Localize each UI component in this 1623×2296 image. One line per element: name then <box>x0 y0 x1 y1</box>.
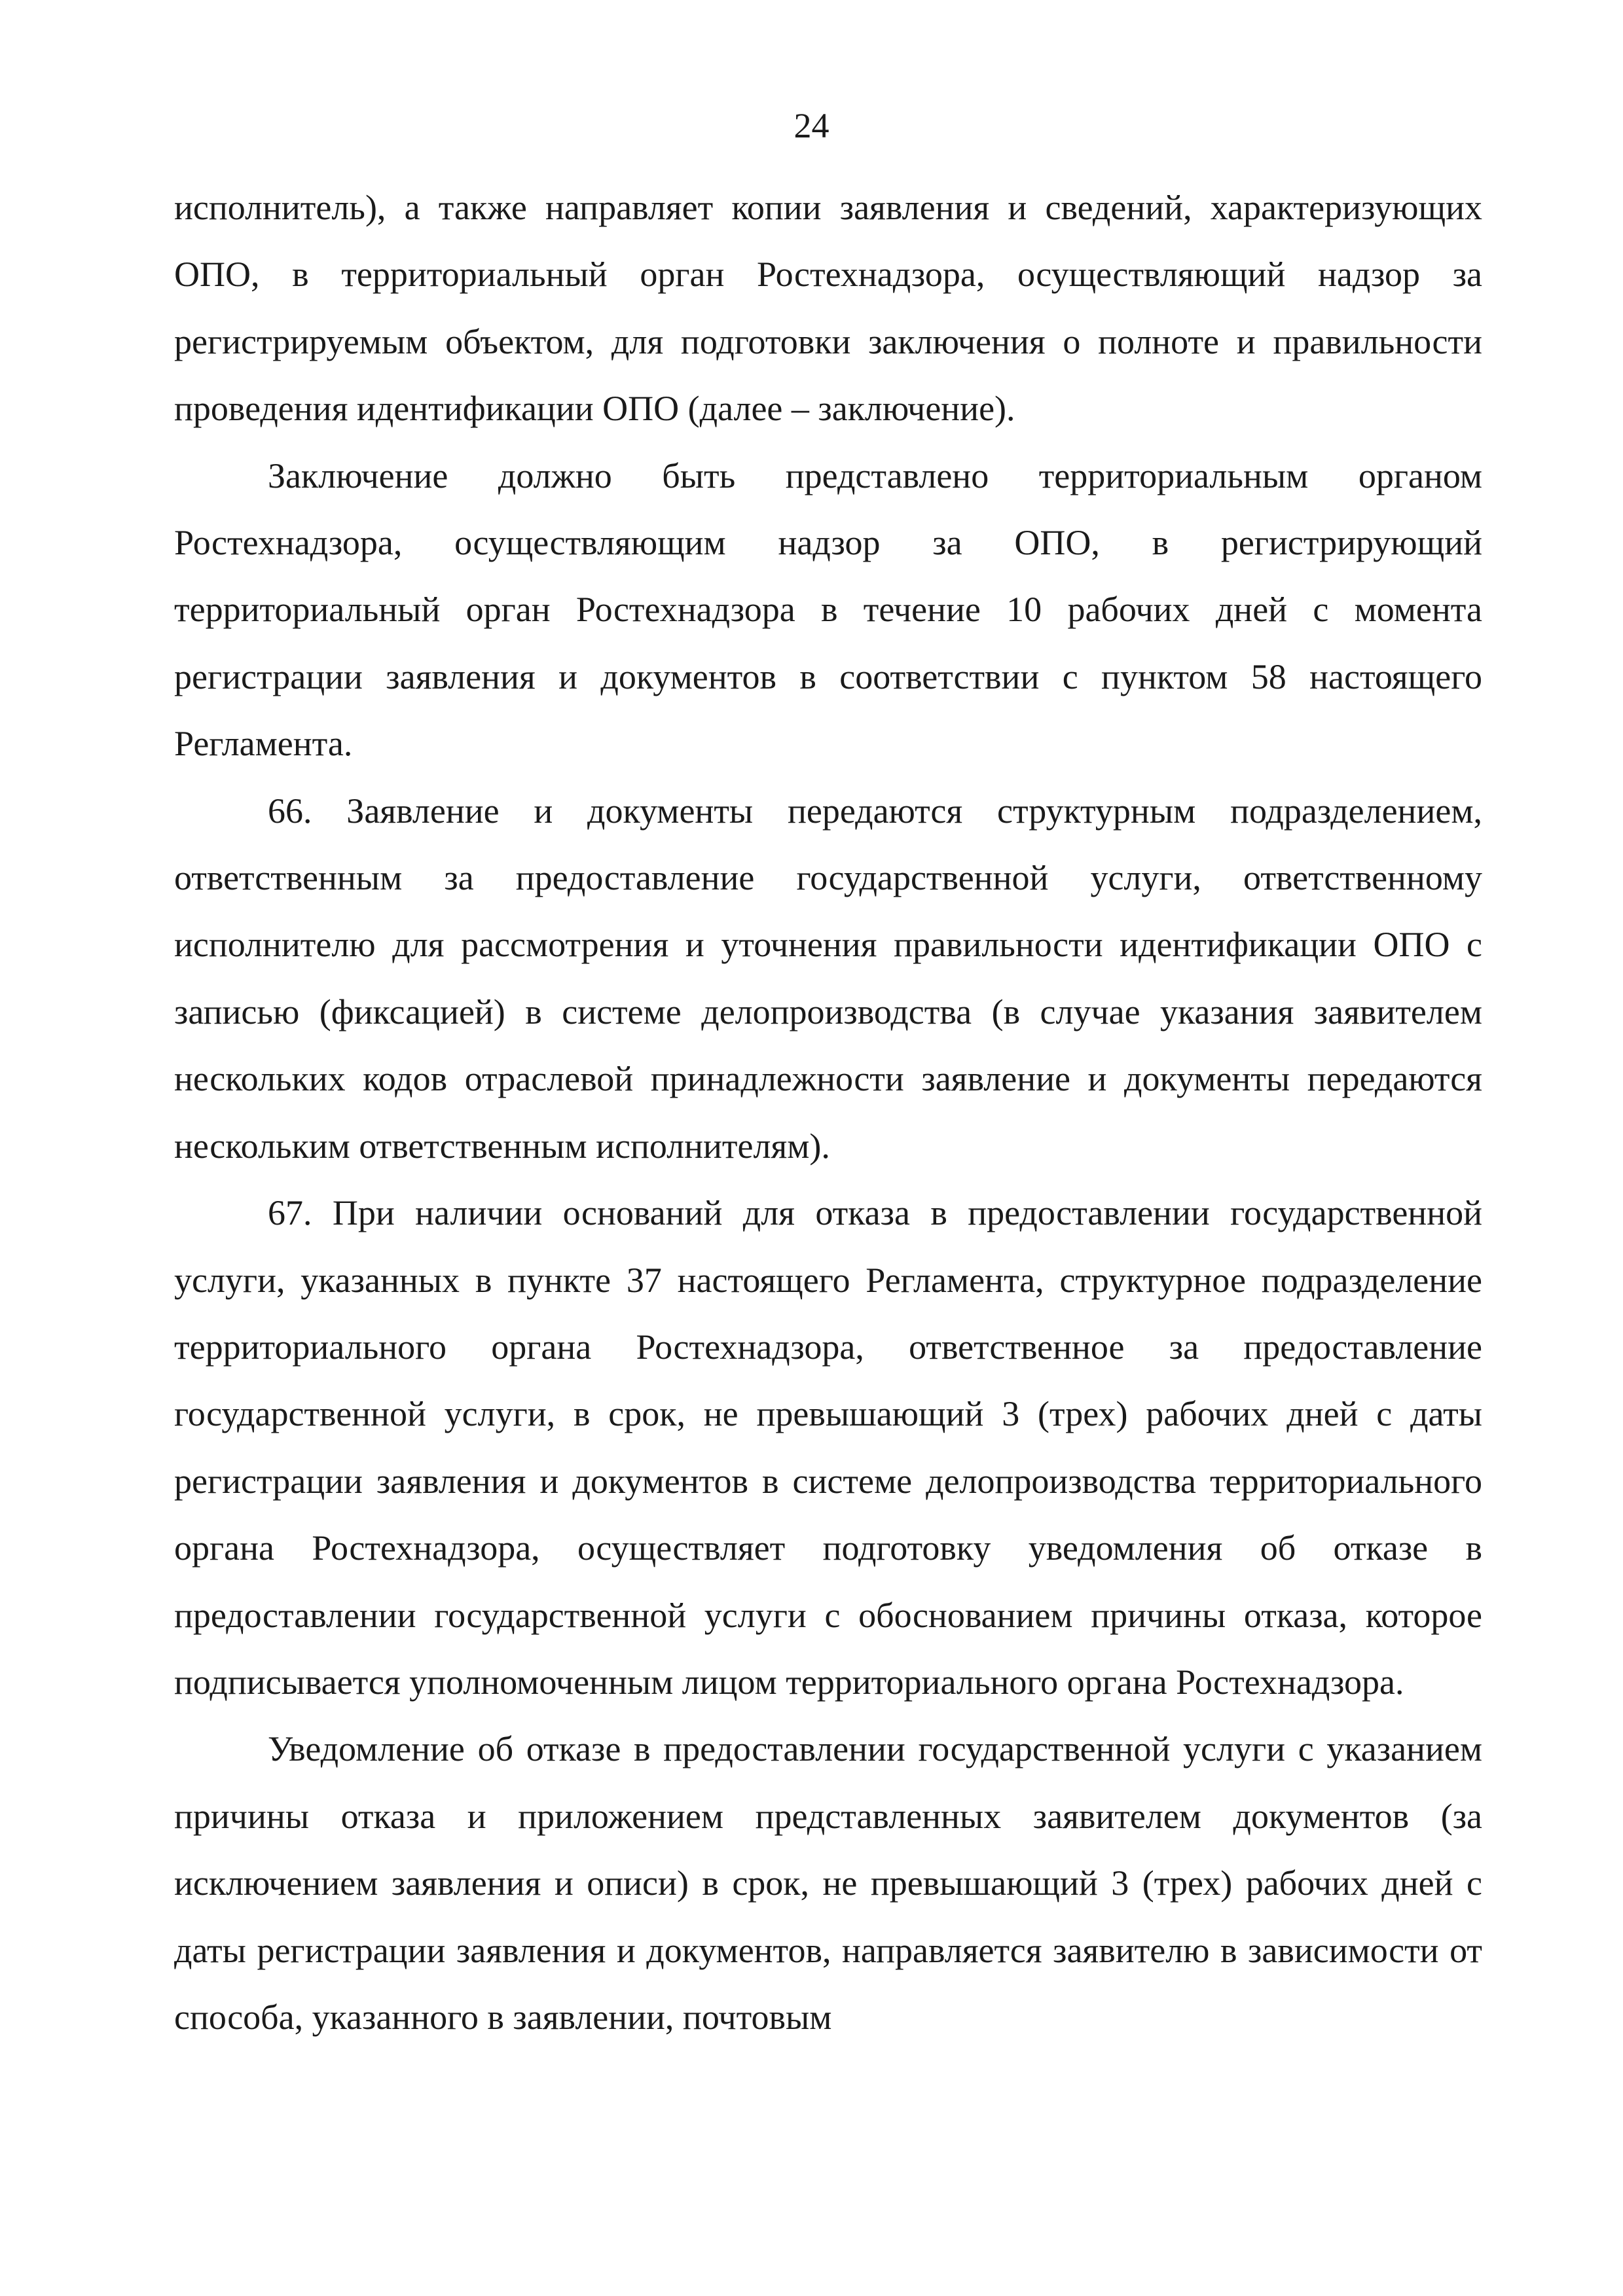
paragraph-conclusion: Заключение должно быть представлено территориальным органом Ростехнадзора, осуществляющим надзор за ОПО, в регистрирующий территориальный орган Ростехнадзора в течение 10 рабочих дней с момента регистрации заявления и документов в соответствии с пунктом 58 настоящего Регламента. <box>174 456 1482 764</box>
page-number: 24 <box>793 106 830 145</box>
paragraph-item-67: 67. При наличии оснований для отказа в предоставлении государственной услуги, указанных в пункте 37 настоящего Регламента, структурное подразделение территориального органа Ростехнадзора, ответственное за предоставление государственной услуги, в срок, не превышающий 3 (трех) рабочих дней с даты регистрации заявления и документов в системе делопроизводства территориального органа Ростехнадзора, осуществляет подготовку уведомления об отказе в предоставлении государственной услуги с обоснованием причины отказа, которое подписывается уполномоченным лицом территориального органа Ростехнадзора. <box>174 1193 1482 1702</box>
paragraph-item-66: 66. Заявление и документы передаются структурным подразделением, ответственным за предоставление государственной услуги, ответственному исполнителю для рассмотрения и уточнения правильности идентификации ОПО с записью (фиксацией) в системе делопроизводства (в случае указания заявителем нескольких кодов отраслевой принадлежности заявление и документы передаются нескольким ответственным исполнителям). <box>174 791 1482 1166</box>
paragraph-continuation: исполнитель), а также направляет копии заявления и сведений, характеризующих ОПО, в территориальный орган Ростехнадзора, осуществляющий надзор за регистрируемым объектом, для подготовки заключения о полноте и правильности проведения идентификации ОПО (далее – заключение). <box>174 188 1482 429</box>
document-body <box>174 174 1482 2051</box>
paragraph-refusal-notice: Уведомление об отказе в предоставлении государственной услуги с указанием причины отказа и приложением представленных заявителем документов (за исключением заявления и описи) в срок, не превышающий 3 (трех) рабочих дней с даты регистрации заявления и документов, направляется заявителю в зависимости от способа, указанного в заявлении, почтовым <box>174 1729 1482 2037</box>
